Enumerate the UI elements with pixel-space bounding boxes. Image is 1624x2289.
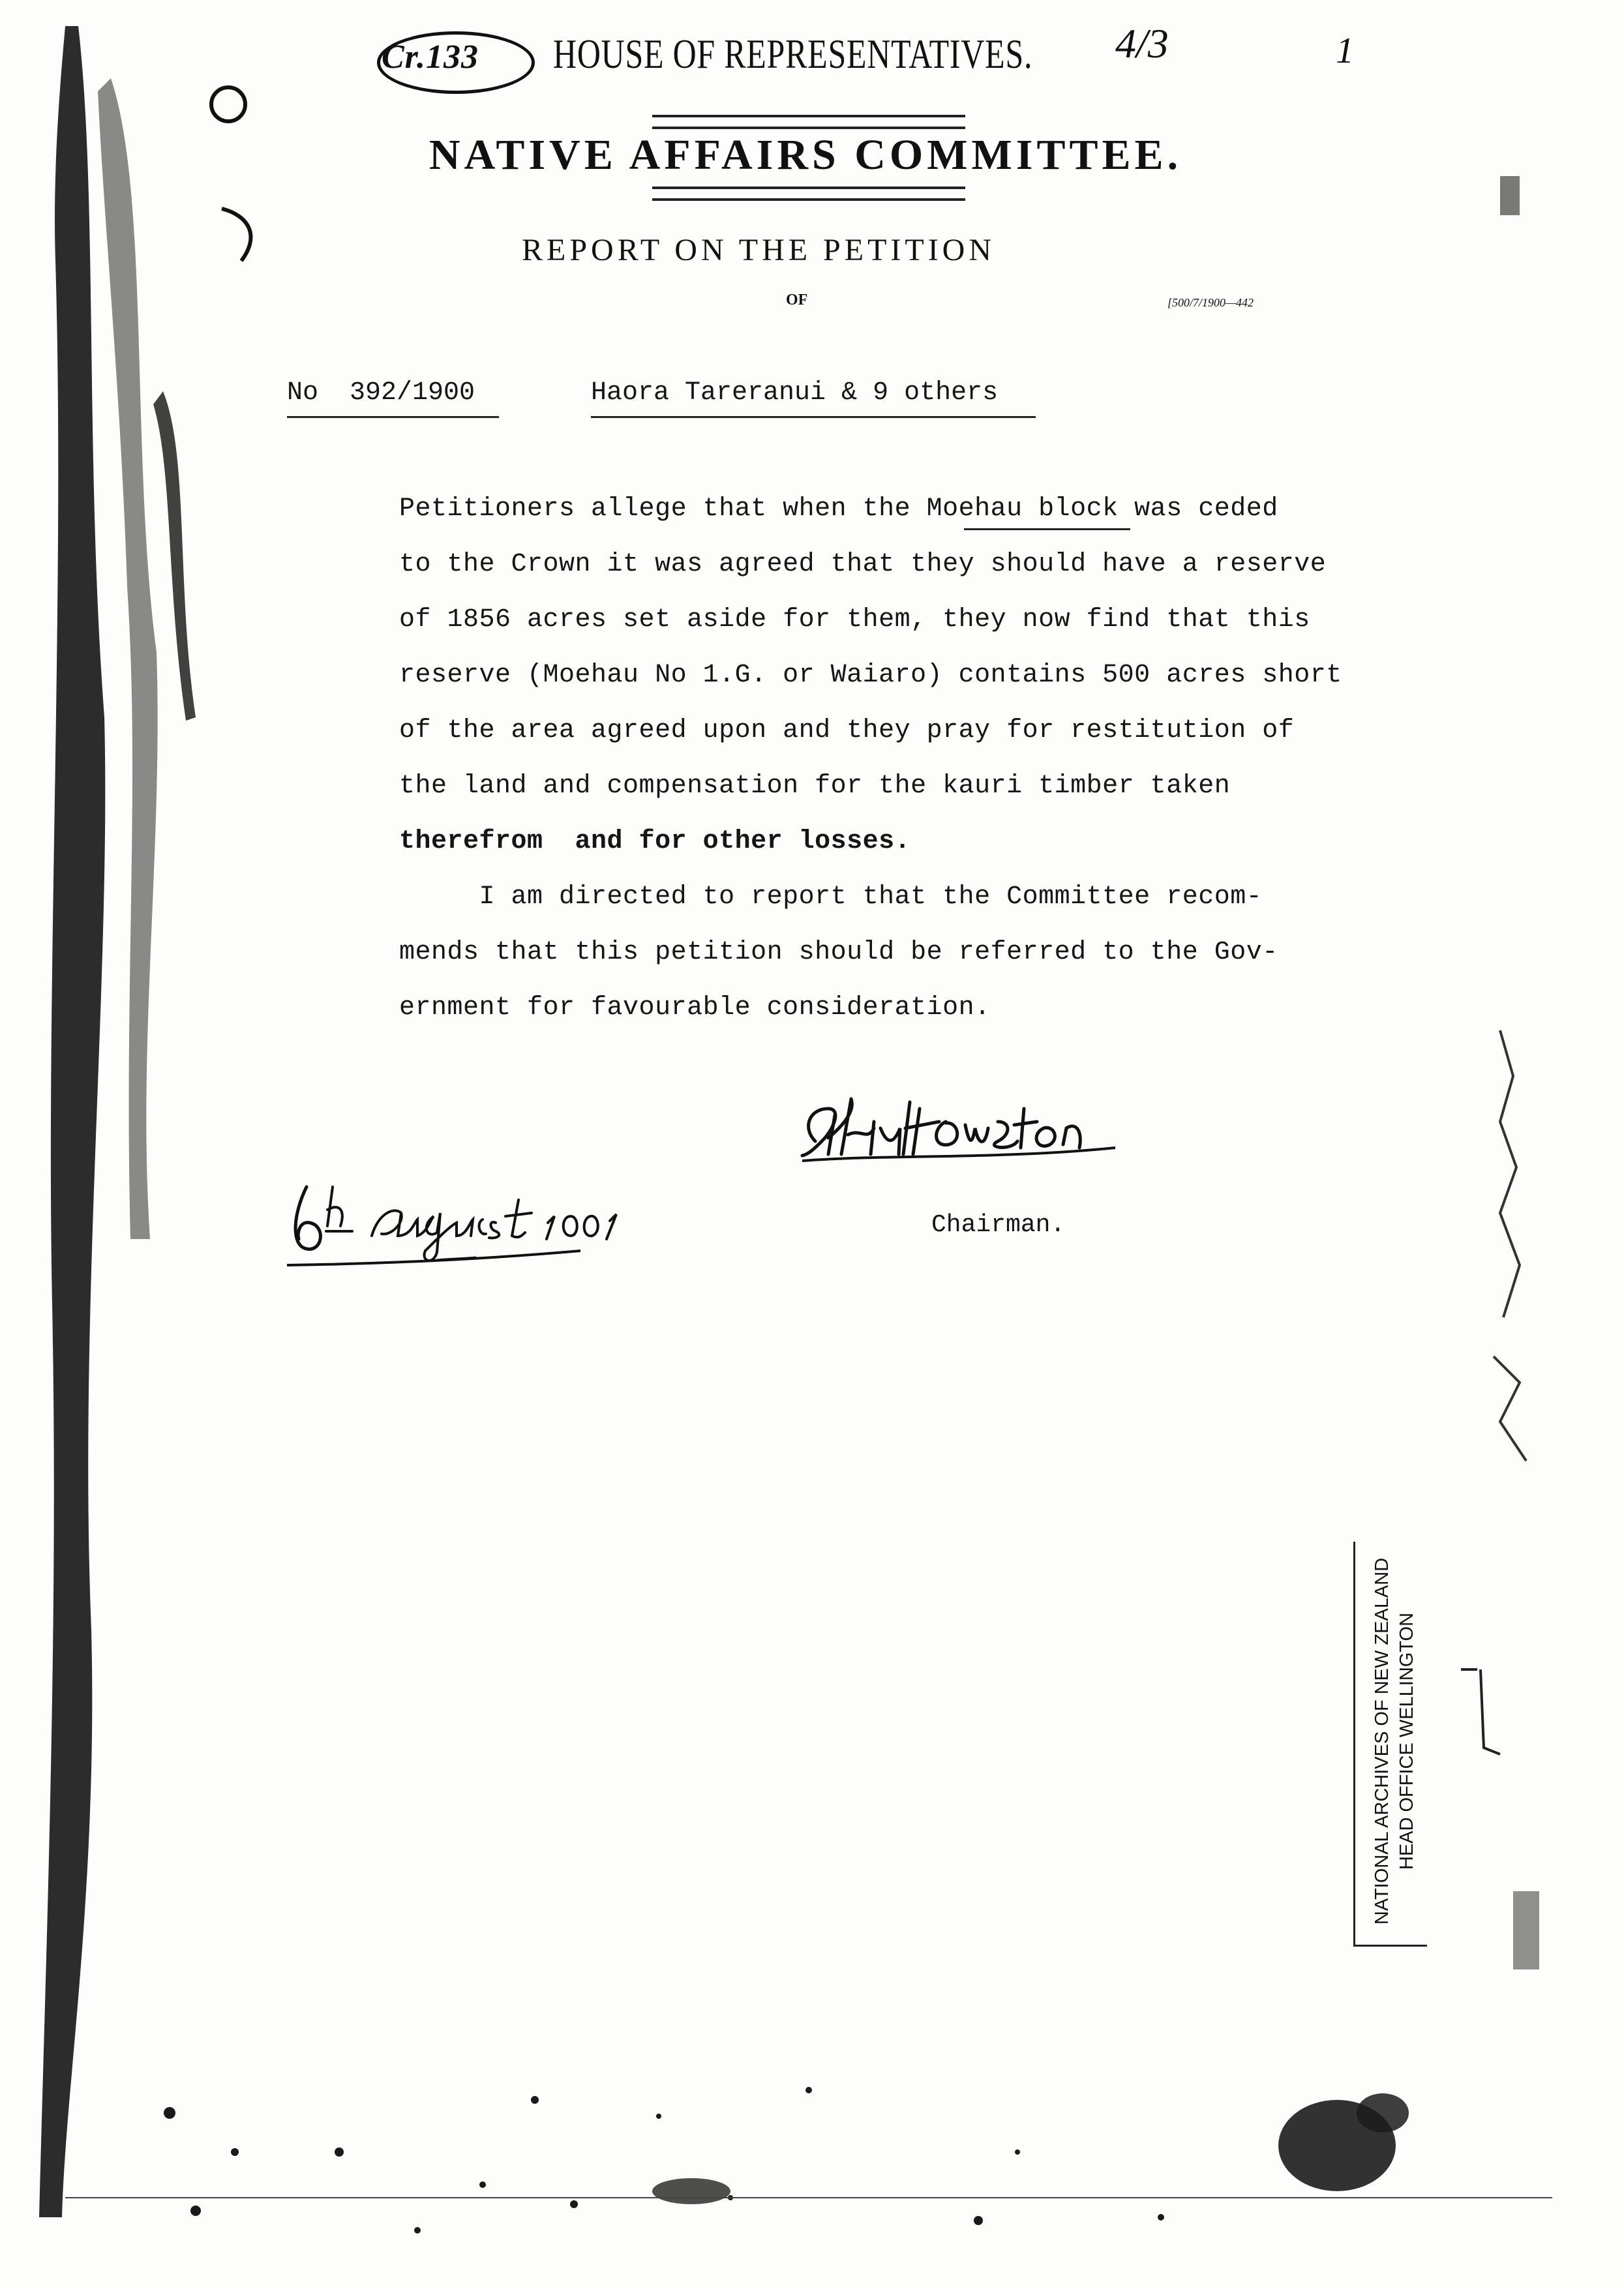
archive-stamp <box>1370 1539 1419 1943</box>
moehau-underline <box>964 528 1130 530</box>
body-line-10: ernment for favourable consideration. <box>399 993 991 1023</box>
body-line-1: Petitioners allege that when the Moehau block was ceded <box>399 494 1278 524</box>
body-line-6: the land and compensation for the kauri timber taken <box>399 771 1231 801</box>
petition-number: No 392/1900 <box>287 378 475 408</box>
body-line-2: to the Crown it was agreed that they should have a reserve <box>399 550 1327 579</box>
chairman-signature <box>789 1083 1128 1167</box>
body-line-9: mends that this petition should be referred to the Gov- <box>399 938 1278 967</box>
of-label: OF <box>786 292 808 308</box>
body-line-8: I am directed to report that the Committee recom- <box>399 882 1263 912</box>
body-line-3: of 1856 acres set aside for them, they now find that this <box>399 605 1310 635</box>
page-mark: 1 <box>1336 31 1354 71</box>
title-rule-top <box>652 115 965 129</box>
handwritten-date <box>280 1174 672 1272</box>
title-rule-bottom <box>652 187 965 201</box>
archive-stamp-line-1: NATIONAL ARCHIVES OF NEW ZEALAND <box>1372 1557 1392 1925</box>
house-title: HOUSE OF REPRESENTATIVES. <box>553 31 1033 77</box>
petition-number-underline <box>287 416 499 418</box>
reference-code: Cr.133 <box>382 38 479 76</box>
body-line-7: therefrom and for other losses. <box>399 827 911 856</box>
petitioner-names: Haora Tareranui & 9 others <box>591 378 999 408</box>
body-line-4: reserve (Moehau No 1.G. or Waiaro) contains 500 acres short <box>399 661 1342 690</box>
archive-stamp-line-2: HEAD OFFICE WELLINGTON <box>1396 1612 1417 1870</box>
body-line-5: of the area agreed upon and they pray for restitution of <box>399 716 1295 745</box>
committee-title: NATIVE AFFAIRS COMMITTEE. <box>429 131 1182 179</box>
top-right-mark: 4/3 <box>1115 20 1169 67</box>
report-title: REPORT ON THE PETITION <box>522 233 995 267</box>
chairman-label: Chairman. <box>931 1211 1066 1239</box>
print-code: [500/7/1900—442 <box>1167 296 1254 309</box>
petitioner-names-underline <box>591 416 1036 418</box>
